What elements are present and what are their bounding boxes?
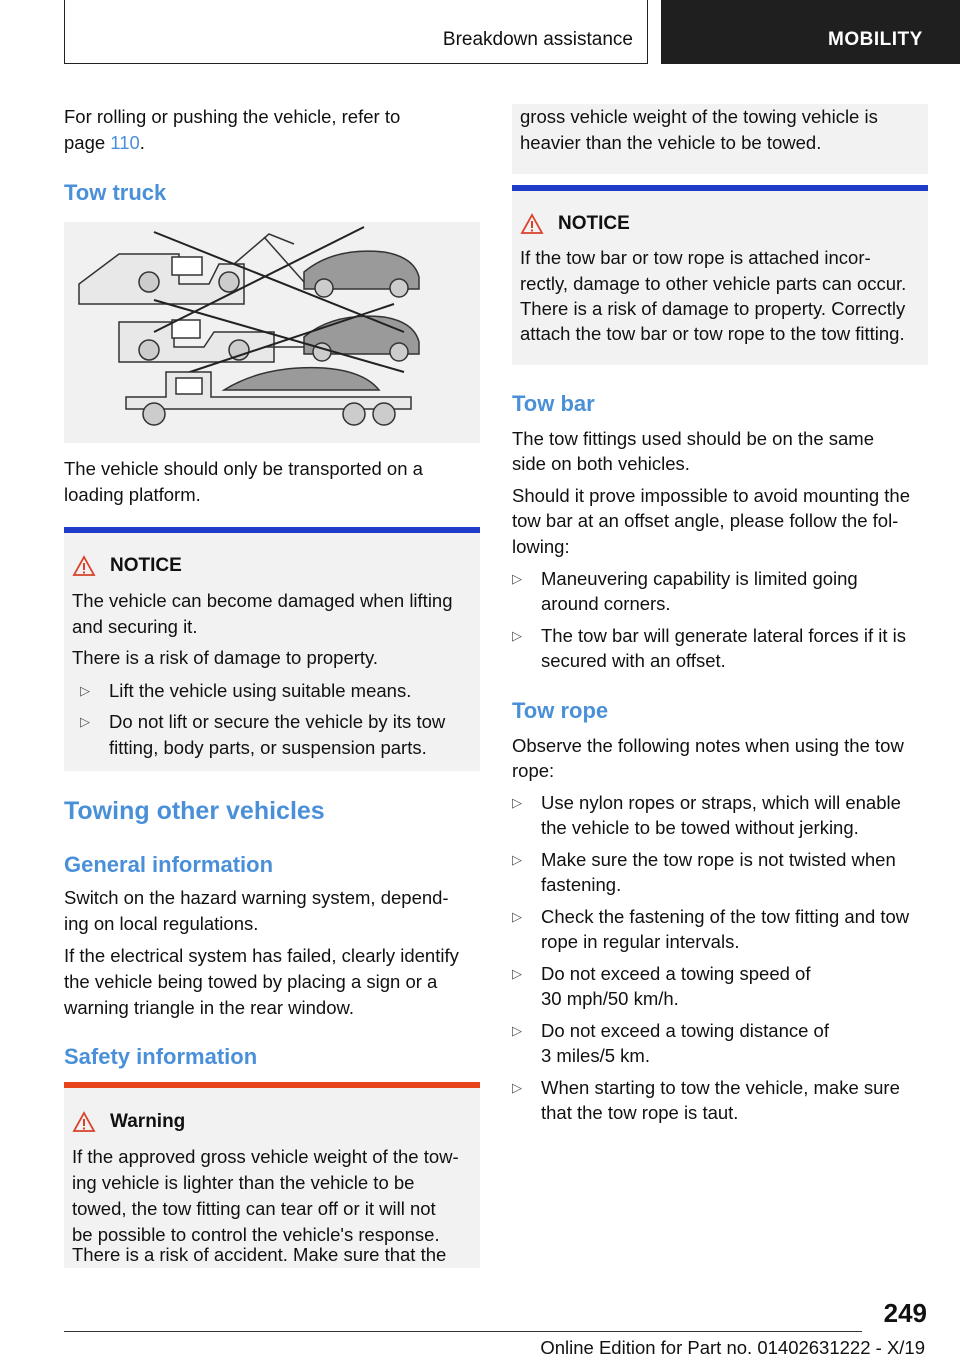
warning-triangle-icon [520,213,544,235]
notice-line: rectly, damage to other vehicle parts can occur. [520,273,907,294]
intro-line-2 [64,130,145,156]
warning-line: towed, the tow fitting can tear off or it will not [72,1198,436,1219]
notice-line-2: and securing it. [72,616,198,637]
bullet-triangle-icon: ▷ [512,628,522,643]
warning-box-continued [512,104,928,174]
tow-bar-line: The tow fittings used should be on the same [512,428,874,449]
footer-divider [64,1331,862,1332]
header-section-title: Breakdown assistance [442,29,633,50]
intro-period: . [139,132,145,153]
page-number: 249 [883,1298,927,1328]
warning-line: If the approved gross vehicle weight of the tow- [72,1146,459,1167]
notice-line: If the tow bar or tow rope is attached incor- [520,247,871,268]
tow-truck-illustration [64,222,480,443]
bullet-triangle-icon: ▷ [512,795,522,810]
bullet-text: Make sure the tow rope is not twisted when [541,849,896,870]
header-section-tab [64,0,648,64]
footer-edition: Online Edition for Part no. 01402631222 - X/19 [540,1337,925,1358]
bullet-triangle-icon: ▷ [512,852,522,867]
bullet-text: The tow bar will generate lateral forces if it is [541,625,907,646]
tow-bar-heading: Tow bar [512,391,595,416]
notice-box-1 [64,527,480,771]
bullet-triangle-icon: ▷ [512,909,522,924]
warning-cont-line: heavier than the vehicle to be towed. [520,132,822,153]
warning-bar [64,1082,480,1088]
bullet-text: 3 miles/5 km. [541,1045,650,1066]
bullet-text: Use nylon ropes or straps, which will enable [541,792,901,813]
tow-rope-line: Observe the following notes when using the tow [512,735,904,756]
notice-header [520,213,630,235]
bullet-text: Do not exceed a towing distance of [541,1020,829,1041]
warning-triangle-icon [72,1111,96,1133]
bullet-text: around corners. [541,593,671,614]
notice-bar [512,185,928,191]
notice-title: NOTICE [110,555,182,576]
tow-rope-line: rope: [512,760,555,781]
notice-bullet-text: fitting, body parts, or suspension parts. [109,737,427,758]
bullet-triangle-icon: ▷ [512,571,522,586]
bullet-triangle-icon: ▷ [80,714,90,729]
tow-truck-heading: Tow truck [64,180,167,205]
bullet-text: secured with an offset. [541,650,726,671]
intro-page-word: page [64,132,111,153]
header-chapter-tab [661,0,960,64]
notice-line-3: There is a risk of damage to property. [72,647,379,668]
notice-line-1: The vehicle can become damaged when lifting [72,590,453,611]
bullet-text: Check the fastening of the tow fitting and tow [541,906,910,927]
tow-bar-line: side on both vehicles. [512,453,690,474]
general-line: If the electrical system has failed, clearly identify [64,945,459,966]
bullet-triangle-icon: ▷ [512,1080,522,1095]
safety-information-heading: Safety information [64,1044,258,1069]
tow-truck-drawing [64,222,480,443]
notice-title: NOTICE [558,213,630,234]
bullet-text: that the tow rope is taut. [541,1102,739,1123]
towing-other-vehicles-heading: Towing other vehicles [64,797,325,825]
warning-line: ing vehicle is lighter than the vehicle to be [72,1172,415,1193]
bullet-text: 30 mph/50 km/h. [541,988,679,1009]
notice-bar [64,527,480,533]
notice-box-2 [512,185,928,365]
warning-title: Warning [110,1111,186,1132]
intro-line-1: For rolling or pushing the vehicle, refer to [64,106,401,127]
figure-caption-2: loading platform. [64,484,201,505]
bullet-triangle-icon: ▷ [512,1023,522,1038]
notice-header [72,555,182,577]
warning-triangle-icon [72,555,96,577]
warning-line: There is a risk of accident. Make sure that the [72,1244,447,1265]
warning-line: be possible to control the vehicle's response. [72,1224,440,1245]
bullet-text: rope in regular intervals. [541,931,740,952]
tow-bar-line: Should it prove impossible to avoid mounting the [512,485,910,506]
warning-box [64,1082,480,1268]
bullet-triangle-icon: ▷ [80,683,90,698]
notice-line: There is a risk of damage to property. Correctly [520,298,906,319]
warning-cont-line: gross vehicle weight of the towing vehicle is [520,106,878,127]
tow-bar-line: tow bar at an offset angle, please follow the fol- [512,510,899,531]
bullet-text: Do not exceed a towing speed of [541,963,811,984]
general-line: warning triangle in the rear window. [64,997,354,1018]
bullet-text: fastening. [541,874,622,895]
general-line: the vehicle being towed by placing a sign or a [64,971,438,992]
page-link[interactable]: 110 [110,132,140,153]
bullet-triangle-icon: ▷ [512,966,522,981]
tow-bar-line: lowing: [512,536,570,557]
general-information-heading: General information [64,852,274,877]
tow-rope-heading: Tow rope [512,698,609,723]
notice-line: attach the tow bar or tow rope to the tow fitting. [520,323,905,344]
bullet-text: When starting to tow the vehicle, make sure [541,1077,900,1098]
bullet-text: the vehicle to be towed without jerking. [541,817,859,838]
general-line: ing on local regulations. [64,913,259,934]
notice-bullet-text: Do not lift or secure the vehicle by its tow [109,711,446,732]
figure-caption-1: The vehicle should only be transported on a [64,458,423,479]
notice-bullet-text: Lift the vehicle using suitable means. [109,680,412,701]
general-line: Switch on the hazard warning system, depend- [64,887,449,908]
header-chapter-title: MOBILITY [828,29,923,50]
warning-header [72,1111,185,1133]
bullet-text: Maneuvering capability is limited going [541,568,858,589]
